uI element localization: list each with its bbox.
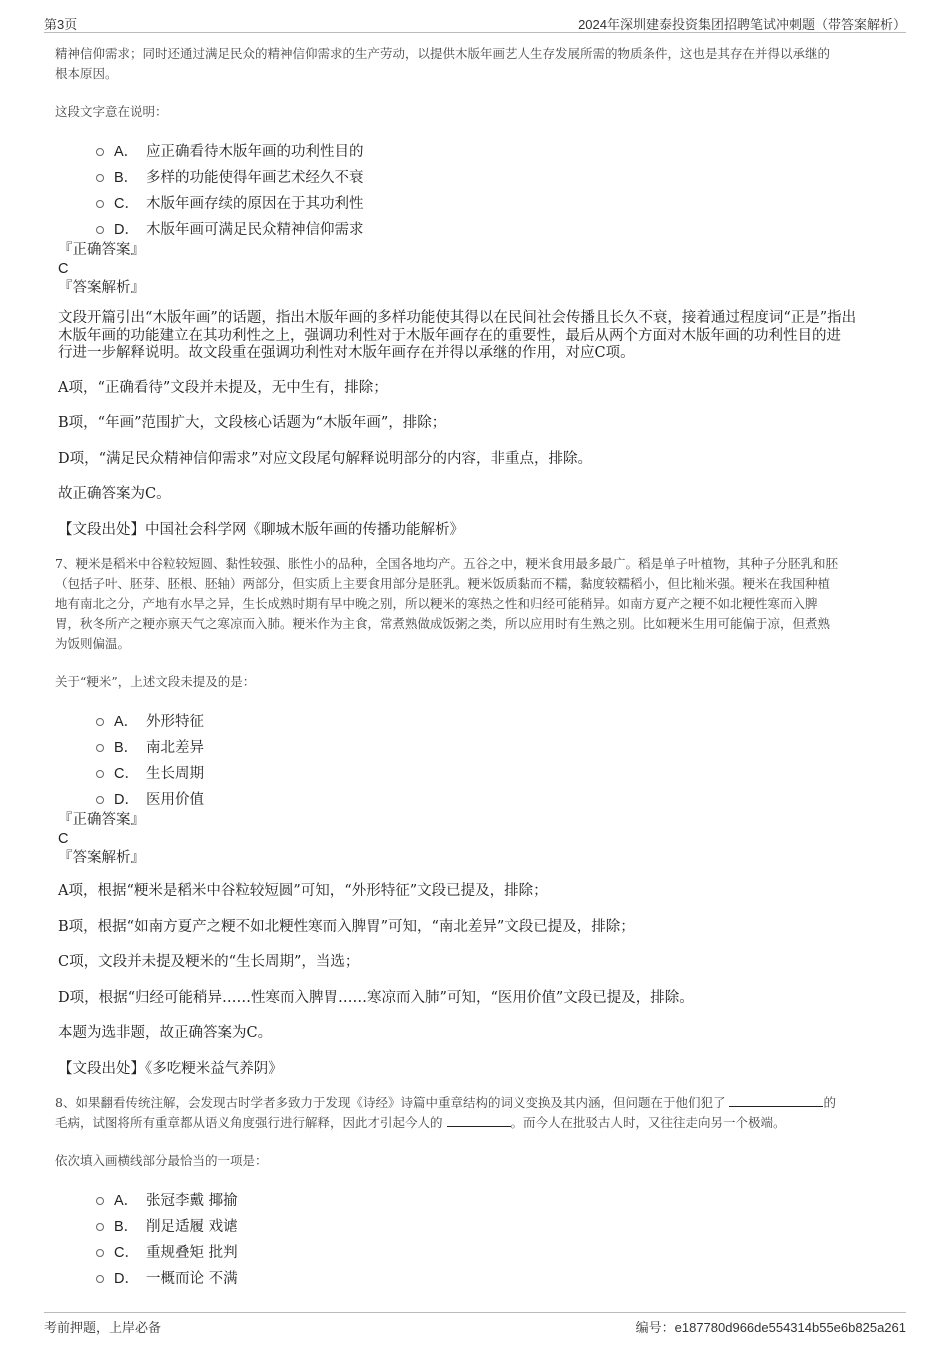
page-footer (44, 1312, 906, 1335)
q8-option-b[interactable]: B． 削足适履 戏谑 (96, 1212, 895, 1238)
q7-answer: C (58, 831, 69, 847)
q8-option-a[interactable]: A． 张冠李戴 揶揄 (96, 1186, 895, 1212)
q7-option-c[interactable]: C． 生长周期 (96, 759, 895, 785)
q6-analysis-a: A项，“正确看待”文段并未提及，无中生有，排除； (58, 379, 388, 396)
q7-analysis-d: D项，根据“归经可能稍异……性寒而入脾胃……寒凉而入肺”可知，“医用价值”文段已提及，排除。 (58, 989, 694, 1006)
radio-icon[interactable] (96, 796, 104, 804)
q6-analysis-line-2: 木版年画的功能建立在其功利性之上，强调功利性对于木版年画存在的重要性，最后从两个方面对木版年画的功利性目的进 (58, 327, 841, 344)
radio-icon[interactable] (96, 718, 104, 726)
q8-blank-1[interactable] (729, 1093, 823, 1107)
q6-answer-label: 『正确答案』 (58, 242, 145, 258)
radio-icon[interactable] (96, 744, 104, 752)
radio-icon[interactable] (96, 1275, 104, 1283)
q6-prompt: 这段文字意在说明： (55, 104, 168, 119)
q7-option-b[interactable]: B． 南北差异 (96, 733, 895, 759)
q7-conclusion: 本题为选非题，故正确答案为C。 (58, 1025, 273, 1041)
q7-answer-label: 『正确答案』 (58, 812, 145, 828)
q6-analysis-label: 『答案解析』 (58, 280, 145, 296)
radio-icon[interactable] (96, 200, 104, 208)
q7-stem-line-3: 地有南北之分，产地有水旱之异，生长成熟时期有早中晚之别，所以粳米的寒热之性和归经可能稍异。如南方夏产之粳不如北粳性寒而入脾 (55, 596, 818, 611)
q8-stem-line-2: 毛病，试图将所有重章都从语义角度强行进行解释，因此才引起今人的 。而今人在批驳古人时，又往往走向另一个极端。 (55, 1115, 786, 1130)
document-title: 2024年深圳建泰投资集团招聘笔试冲刺题（带答案解析） (578, 17, 906, 32)
document-code: 编号：e187780d966de554314b55e6b825a261 (635, 1320, 906, 1335)
q7-options (96, 707, 895, 811)
q8-blank-2[interactable] (447, 1113, 511, 1127)
q7-stem-line-1: 7、粳米是稻米中谷粒较短圆、黏性较强、胀性小的品种，全国各地均产。五谷之中，粳米食用最多最广。稻是单子叶植物，其种子分胚乳和胚 (55, 556, 838, 571)
page-number: 第3页 (44, 17, 78, 32)
q8-prompt: 依次填入画横线部分最恰当的一项是： (55, 1153, 268, 1168)
q6-source: 【文段出处】中国社会科学网《聊城木版年画的传播功能解析》 (58, 521, 464, 538)
q7-stem-line-2: （包括子叶、胚芽、胚根、胚轴）两部分，但实质上主要食用部分是胚乳。粳米饭质黏而不糯，黏度较糯稻小，但比籼米强。粳米在我国种植 (55, 576, 831, 591)
q6-stem-line-2: 根本原因。 (55, 66, 118, 81)
q7-option-a[interactable]: A． 外形特征 (96, 707, 895, 733)
radio-icon[interactable] (96, 1197, 104, 1205)
q6-analysis-b: B项，“年画”范围扩大，文段核心话题为“木版年画”，排除； (58, 415, 447, 431)
q6-conclusion: 故正确答案为C。 (58, 486, 171, 502)
document-content (55, 44, 895, 1290)
q7-prompt: 关于“粳米”，上述文段未提及的是： (55, 674, 256, 689)
q6-analysis-line-1: 文段开篇引出“木版年画”的话题，指出木版年画的多样功能使其得以在民间社会传播且长久不衰，接着通过程度词“正是”指出 (58, 310, 857, 326)
radio-icon[interactable] (96, 770, 104, 778)
q8-options (96, 1186, 895, 1290)
q6-option-a[interactable]: A． 应正确看待木版年画的功利性目的 (96, 137, 895, 163)
q7-analysis-c: C项，文段并未提及粳米的“生长周期”，当选； (58, 954, 360, 970)
q6-analysis-line-3: 行进一步解释说明。故文段重在强调功利性对木版年画存在并得以承继的作用，对应C项。 (58, 345, 635, 361)
radio-icon[interactable] (96, 148, 104, 156)
q6-option-c[interactable]: C． 木版年画存续的原因在于其功利性 (96, 189, 895, 215)
q7-source: 【文段出处】《多吃粳米益气养阴》 (58, 1060, 283, 1077)
radio-icon[interactable] (96, 174, 104, 182)
q6-stem-line-1: 精神信仰需求；同时还通过满足民众的精神信仰需求的生产劳动，以提供木版年画艺人生存发展所需的物质条件，这也是其存在并得以承继的 (55, 46, 831, 61)
q7-analysis-label: 『答案解析』 (58, 850, 145, 866)
q8-stem-line-1: 8、如果翻看传统注解，会发现古时学者多致力于发现《诗经》诗篇中重章结构的词义变换及其内涵，但问题在于他们犯了 的 (55, 1095, 836, 1110)
q6-options (96, 137, 895, 241)
q6-analysis-d: D项，“满足民众精神信仰需求”对应文段尾句解释说明部分的内容，非重点，排除。 (58, 450, 592, 467)
q6-option-d[interactable]: D． 木版年画可满足民众精神信仰需求 (96, 215, 895, 241)
q6-answer: C (58, 261, 69, 277)
q7-stem-line-4: 胃，秋冬所产之粳亦禀天气之寒凉而入肺。粳米作为主食，常煮熟做成饭粥之类，所以应用时有生熟之别。比如粳米生用可能偏于凉，但煮熟 (55, 616, 831, 631)
q7-option-d[interactable]: D． 医用价值 (96, 785, 895, 811)
q7-analysis-a: A项，根据“粳米是稻米中谷粒较短圆”可知，“外形特征”文段已提及，排除； (58, 883, 548, 899)
radio-icon[interactable] (96, 1249, 104, 1257)
page-header (44, 12, 906, 33)
q7-stem-line-5: 为饭则偏温。 (55, 636, 131, 651)
q6-option-b[interactable]: B． 多样的功能使得年画艺术经久不衰 (96, 163, 895, 189)
footer-slogan: 考前押题，上岸必备 (44, 1320, 162, 1335)
radio-icon[interactable] (96, 1223, 104, 1231)
q7-analysis-b: B项，根据“如南方夏产之粳不如北粳性寒而入脾胃”可知，“南北差异”文段已提及，排除； (58, 918, 635, 935)
q8-option-c[interactable]: C． 重规叠矩 批判 (96, 1238, 895, 1264)
q8-option-d[interactable]: D． 一概而论 不满 (96, 1264, 895, 1290)
radio-icon[interactable] (96, 226, 104, 234)
